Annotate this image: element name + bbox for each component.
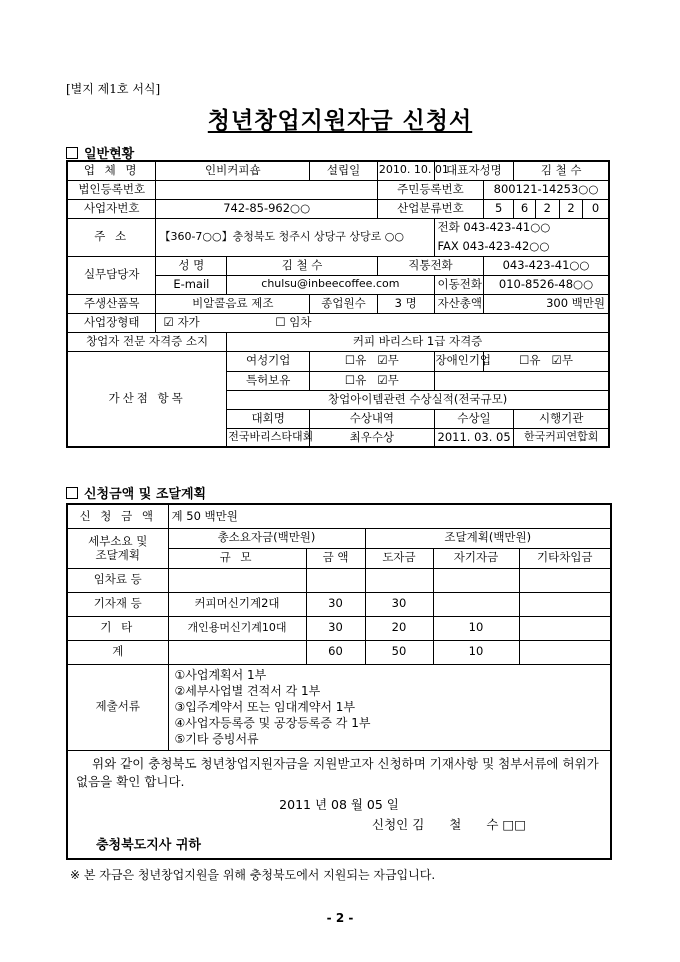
col-own: 자기자금 (433, 548, 519, 568)
industry-digit[interactable]: 2 (559, 199, 582, 218)
row-label: 임차료 등 (67, 568, 168, 592)
row-label: 계 (67, 640, 168, 664)
award-date-value[interactable]: 2011. 03. 05 (434, 428, 514, 447)
row-other[interactable] (519, 568, 611, 592)
general-info-table (66, 160, 610, 448)
premises-options (156, 313, 609, 332)
amount-value[interactable]: 계 50 백만원 (168, 504, 611, 528)
funding-plan-header: 조달계획(백만원) (365, 528, 611, 548)
list-item: ①사업계획서 1부 (174, 668, 267, 682)
established-date-label: 설립일 (310, 161, 378, 180)
detail-plan-label: 세부소요 및 조달계획 (67, 528, 168, 568)
row-own[interactable] (433, 592, 519, 616)
docs-list (168, 664, 611, 750)
award-col-detail: 수상내역 (310, 409, 434, 428)
docs-label: 제출서류 (67, 664, 168, 750)
row-label: 기 타 (67, 616, 168, 640)
row-scale[interactable]: 커피머신기계2대 (168, 592, 306, 616)
patent-label: 특허보유 (227, 371, 310, 390)
disabled-biz-label: 장애인기업 (434, 351, 484, 371)
resident-no-value[interactable]: 800121-14253○○ (484, 180, 609, 199)
award-detail-value[interactable]: 최우수상 (310, 428, 434, 447)
declaration-text: 위와 같이 충청북도 청년창업지원자금을 지원받고자 신청하며 기재사항 및 첨부서류에 허위가 없음을 확인 합니다. (76, 755, 599, 789)
award-org-value[interactable]: 한국커피연합회 (514, 428, 609, 447)
row-amount[interactable]: 30 (306, 616, 365, 640)
section-general-heading: 일반현황 (66, 143, 134, 162)
award-col-name: 대회명 (227, 409, 310, 428)
biz-no-value[interactable]: 742-85-962○○ (156, 199, 377, 218)
fax-value[interactable]: FAX 043-423-42○○ (434, 237, 609, 256)
industry-code-label: 산업분류번호 (377, 199, 483, 218)
table-row (67, 568, 611, 592)
form-reference: [별지 제1호 서식] (66, 82, 161, 96)
checkbox-square-icon (66, 487, 78, 499)
premises-lease-checkbox[interactable]: ☐ 임차 (275, 314, 312, 329)
email-value[interactable]: chulsu@inbeecoffee.com (227, 275, 434, 294)
phone-value[interactable]: 전화 043-423-41○○ (434, 218, 609, 237)
row-province[interactable]: 20 (365, 616, 433, 640)
patent-options[interactable]: ☐유 ☑무 (310, 371, 434, 390)
product-value[interactable]: 비알콜음료 제조 (156, 294, 310, 313)
company-name-label: 업 체 명 (67, 161, 156, 180)
ceo-name-value[interactable]: 김 철 수 (514, 161, 609, 180)
table-row (67, 592, 611, 616)
addressee: 충청북도지사 귀하 (96, 837, 201, 853)
amount-label: 신 청 금 액 (67, 504, 168, 528)
industry-digit[interactable]: 5 (484, 199, 514, 218)
checkbox-square-icon (66, 147, 78, 159)
row-other[interactable] (519, 616, 611, 640)
assets-value[interactable]: 300 백만원 (484, 294, 609, 313)
list-item: ②세부사업별 견적서 각 1부 (174, 684, 321, 698)
col-scale: 규 모 (168, 548, 306, 568)
table-row (67, 616, 611, 640)
employees-value[interactable]: 3 명 (377, 294, 434, 313)
industry-digit[interactable]: 0 (583, 199, 609, 218)
female-biz-label: 여성기업 (227, 351, 310, 371)
row-other[interactable] (519, 640, 611, 664)
industry-digit[interactable]: 6 (514, 199, 535, 218)
row-label: 기자재 등 (67, 592, 168, 616)
corp-reg-label: 법인등록번호 (67, 180, 156, 199)
employees-label: 종업원수 (310, 294, 378, 313)
page-number: - 2 - (326, 911, 354, 925)
premises-label: 사업장형태 (67, 313, 156, 332)
table-row (67, 640, 611, 664)
col-other: 기타차입금 (519, 548, 611, 568)
application-date[interactable]: 2011 년 08 월 05 일 (279, 796, 399, 812)
mobile-label: 이동전화 (434, 275, 484, 294)
row-other[interactable] (519, 592, 611, 616)
col-province: 도자금 (365, 548, 433, 568)
biz-no-label: 사업자번호 (67, 199, 156, 218)
ceo-name-label: 대표자성명 (434, 161, 514, 180)
industry-digit[interactable]: 2 (535, 199, 559, 218)
address-value[interactable]: 【360-7○○】충청북도 청주시 상당구 상당로 ○○ (156, 218, 434, 256)
section-funding-heading: 신청금액 및 조달계획 (66, 483, 206, 502)
disabled-biz-options[interactable]: ☐유 ☑무 (484, 351, 609, 371)
list-item: ⑤기타 증빙서류 (174, 732, 259, 746)
staff-name-label: 성 명 (156, 256, 227, 275)
assets-label: 자산총액 (434, 294, 484, 313)
row-scale[interactable] (168, 568, 306, 592)
row-province[interactable]: 30 (365, 592, 433, 616)
address-label: 주 소 (67, 218, 156, 256)
resident-no-label: 주민등록번호 (377, 180, 483, 199)
row-own[interactable]: 10 (433, 616, 519, 640)
certificate-label: 창업자 전문 자격증 소지 (67, 332, 227, 351)
funding-table (66, 503, 612, 860)
list-item: ④사업자등록증 및 공장등록증 각 1부 (174, 716, 371, 730)
staff-label: 실무담당자 (67, 256, 156, 294)
certificate-value[interactable]: 커피 바리스타 1급 자격증 (227, 332, 609, 351)
row-own[interactable]: 10 (433, 640, 519, 664)
applicant-signature[interactable]: 신청인 김 철 수 □□ (372, 816, 527, 832)
award-name-value[interactable]: 전국바리스타대회 (227, 428, 310, 447)
required-funds-header: 총소요자금(백만원) (168, 528, 365, 548)
premises-own-checkbox[interactable]: ☑ 자가 (163, 314, 200, 329)
award-header: 창업아이템관련 수상실적(전국규모) (227, 390, 609, 409)
product-label: 주생산품목 (67, 294, 156, 313)
row-province[interactable] (365, 568, 433, 592)
corp-reg-value[interactable] (156, 180, 377, 199)
page-title: 청년창업지원자금 신청서 (207, 108, 473, 134)
direct-phone-value[interactable]: 043-423-41○○ (484, 256, 609, 275)
row-province[interactable]: 50 (365, 640, 433, 664)
footnote: ※ 본 자금은 청년창업지원을 위해 충청북도에서 지원되는 자금입니다. (70, 868, 436, 882)
award-col-org: 시행기관 (514, 409, 609, 428)
award-col-date: 수상일 (434, 409, 514, 428)
established-date-value[interactable]: 2010. 10. 01 (377, 161, 434, 180)
email-label: E-mail (156, 275, 227, 294)
mobile-value[interactable]: 010-8526-48○○ (484, 275, 609, 294)
row-amount[interactable] (306, 568, 365, 592)
row-amount[interactable]: 60 (306, 640, 365, 664)
staff-name-value[interactable]: 김 철 수 (227, 256, 378, 275)
bonus-label: 가산점 항목 (67, 351, 227, 447)
row-amount[interactable]: 30 (306, 592, 365, 616)
declaration-cell (67, 750, 611, 859)
row-own[interactable] (433, 568, 519, 592)
direct-phone-label: 직통전화 (377, 256, 483, 275)
row-scale[interactable]: 개인용머신기계10대 (168, 616, 306, 640)
female-biz-options[interactable]: ☐유 ☑무 (310, 351, 434, 371)
col-amount: 금 액 (306, 548, 365, 568)
company-name-value[interactable]: 인비커피숍 (156, 161, 310, 180)
list-item: ③입주계약서 또는 임대계약서 1부 (174, 700, 356, 714)
row-scale[interactable] (168, 640, 306, 664)
